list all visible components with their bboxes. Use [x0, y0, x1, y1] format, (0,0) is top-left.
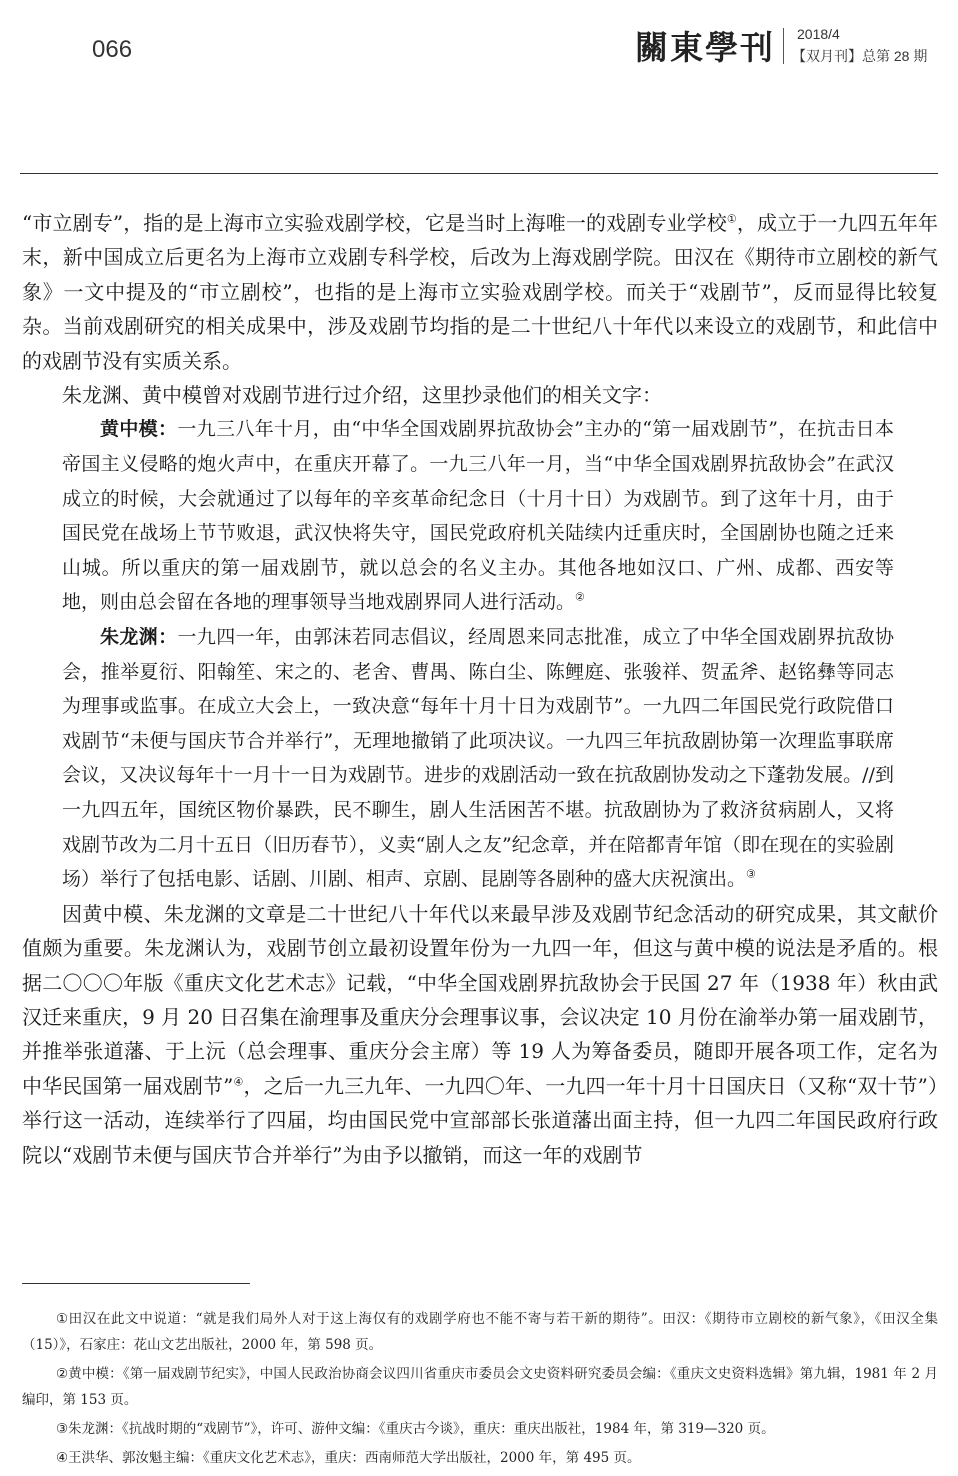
footnote-ref-4[interactable]: ④ — [233, 1075, 244, 1089]
footnote-text: 朱龙渊：《抗战时期的“戏剧节”》，许可、游仲文编：《重庆古今谈》，重庆：重庆出版社，1984 年，第 319—320 页。 — [68, 1421, 775, 1437]
quote-huang-text-block — [62, 412, 894, 620]
footnote-number: ① — [56, 1311, 69, 1327]
quote-zhu — [22, 620, 938, 897]
paragraph-1 — [22, 206, 938, 378]
paragraph-3-part-a: 因黄中模、朱龙渊的文章是二十世纪八十年代以来最早涉及戏剧节纪念活动的研究成果，其文献价值颇为重要。朱龙渊认为，戏剧节创立最初设置年份为一九四一年，但这与黄中模的说法是矛盾的。根据二〇〇〇年版《重庆文化艺术志》记载，“中华全国戏剧界抗敌协会于民国 27 年（1938 年）秋由武汉迁来重庆，9 月 20 日召集在渝理事及重庆分会理事议事，会议决定 10 月份在渝举办第一届戏剧节，并推举张道藩、于上沅（总会理事、重庆分会主席）等 19 人为筹备委员，随即开展各项工作，定名为中华民国第一届戏剧节” — [22, 901, 938, 1098]
footnote-number: ② — [56, 1366, 69, 1382]
footnote-text: 王洪华、郭汝魁主编：《重庆文化艺术志》，重庆：西南师范大学出版社，2000 年，第 495 页。 — [68, 1450, 641, 1466]
footnote-item — [22, 1445, 938, 1471]
footnote-ref-1[interactable]: ① — [726, 212, 737, 226]
footnote-number: ④ — [56, 1450, 69, 1466]
page-number: 066 — [92, 36, 133, 63]
paragraph-3-part-b: ，之后一九三九年、一九四〇年、一九四一年十月十日国庆日（又称“双十节”）举行这一活动，连续举行了四届，均由国民党中宣部部长张道藩出面主持，但一九四二年国民政府行政院以“戏剧节未便与国庆节合并举行”为由予以撤销，而这一年的戏剧节 — [22, 1073, 938, 1167]
paragraph-1-part-b: ，成立于一九四五年年末，新中国成立后更名为上海市立戏剧专科学校，后改为上海戏剧学院。田汉在《期待市立剧校的新气象》一文中提及的“市立剧校”，也指的是上海市立实验戏剧学校。而关于“戏剧节”，反而显得比较复杂。当前戏剧研究的相关成果中，涉及戏剧节均指的是二十世纪八十年代以来设立的戏剧节，和此信中的戏剧节没有实质关系。 — [22, 211, 939, 373]
quote-huang-speaker: 黄中模： — [100, 418, 178, 441]
footnote-ref-2[interactable]: ② — [575, 591, 585, 605]
paragraph-2: 朱龙渊、黄中模曾对戏剧节进行过介绍，这里抄录他们的相关文字： — [62, 383, 662, 408]
footnote-item — [22, 1361, 938, 1413]
quote-zhu-text: 一九四一年，由郭沫若同志倡议，经周恩来同志批准，成立了中华全国戏剧界抗敌协会，推举夏衍、阳翰笙、宋之的、老舍、曹禺、陈白尘、陈鲤庭、张骏祥、贺孟斧、赵铭彝等同志为理事或监事。在成立大会上，一致决意“每年十月十日为戏剧节”。一九四二年国民党行政院借口戏剧节“未便与国庆节合并举行”，无理地撤销了此项决议。一九四三年抗敌剧协第一次理监事联席会议，又决议每年十一月十一日为戏剧节。进步的戏剧活动一致在抗敌剧协发动之下蓬勃发展。//到一九四五年，国统区物价暴跌，民不聊生，剧人生活困苦不堪。抗敌剧协为了救济贫病剧人，又将戏剧节改为二月十五日（旧历春节），义卖“剧人之友”纪念章，并在陪都青年馆（即在现在的实验剧场）举行了包括电影、话剧、川剧、相声、京剧、昆剧等各剧种的盛大庆祝演出。 — [62, 626, 894, 891]
issue-info: 【双月刊】总第 28 期 — [792, 48, 928, 64]
footnotes — [22, 1306, 938, 1474]
quote-huang — [22, 412, 938, 620]
quote-zhu-speaker: 朱龙渊： — [100, 626, 178, 648]
footnote-text: 黄中模：《第一届戏剧节纪实》，中国人民政治协商会议四川省重庆市委员会文史资料研究委员会编：《重庆文史资料选辑》第九辑，1981 年 2 月编印，第 153 页。 — [22, 1366, 938, 1408]
footnote-item — [22, 1306, 938, 1358]
footnote-number: ③ — [56, 1421, 69, 1437]
footnote-text: 田汉在此文中说道：“就是我们局外人对于这上海仅有的戏剧学府也不能不寄与若干新的期待”。田汉：《期待市立剧校的新气象》，《田汉全集（15）》，石家庄：花山文艺出版社，2000 年，第 598 页。 — [22, 1311, 938, 1353]
header-rule — [20, 173, 938, 174]
quote-huang-text: 一九三八年十月，由“中华全国戏剧界抗敌协会”主办的“第一届戏剧节”，在抗击日本帝国主义侵略的炮火声中，在重庆开幕了。一九三八年一月，当“中华全国戏剧界抗敌协会”在武汉成立的时候，大会就通过了以每年的辛亥革命纪念日（十月十日）为戏剧节。到了这年十月，由于国民党在战场上节节败退，武汉快将失守，国民党政府机关陆续内迁重庆时，全国剧协也随之迁来山城。所以重庆的第一届戏剧节，就以总会的名义主办。其他各地如汉口、广州、成都、西安等地，则由总会留在各地的理事领导当地戏剧界同人进行活动。 — [62, 418, 894, 614]
issue-date: 2018/4 — [797, 26, 840, 42]
body-text — [22, 206, 938, 1172]
quote-zhu-text-block — [62, 620, 894, 897]
header-divider — [783, 28, 784, 64]
paragraph-1-part-a: “市立剧专”，指的是上海市立实验戏剧学校，它是当时上海唯一的戏剧专业学校 — [22, 211, 727, 235]
footnote-item — [22, 1416, 938, 1442]
footnote-ref-3[interactable]: ③ — [746, 867, 756, 881]
paragraph-3 — [22, 897, 938, 1172]
journal-title: 關東學刊 — [635, 28, 775, 67]
footnote-rule — [22, 1283, 250, 1284]
